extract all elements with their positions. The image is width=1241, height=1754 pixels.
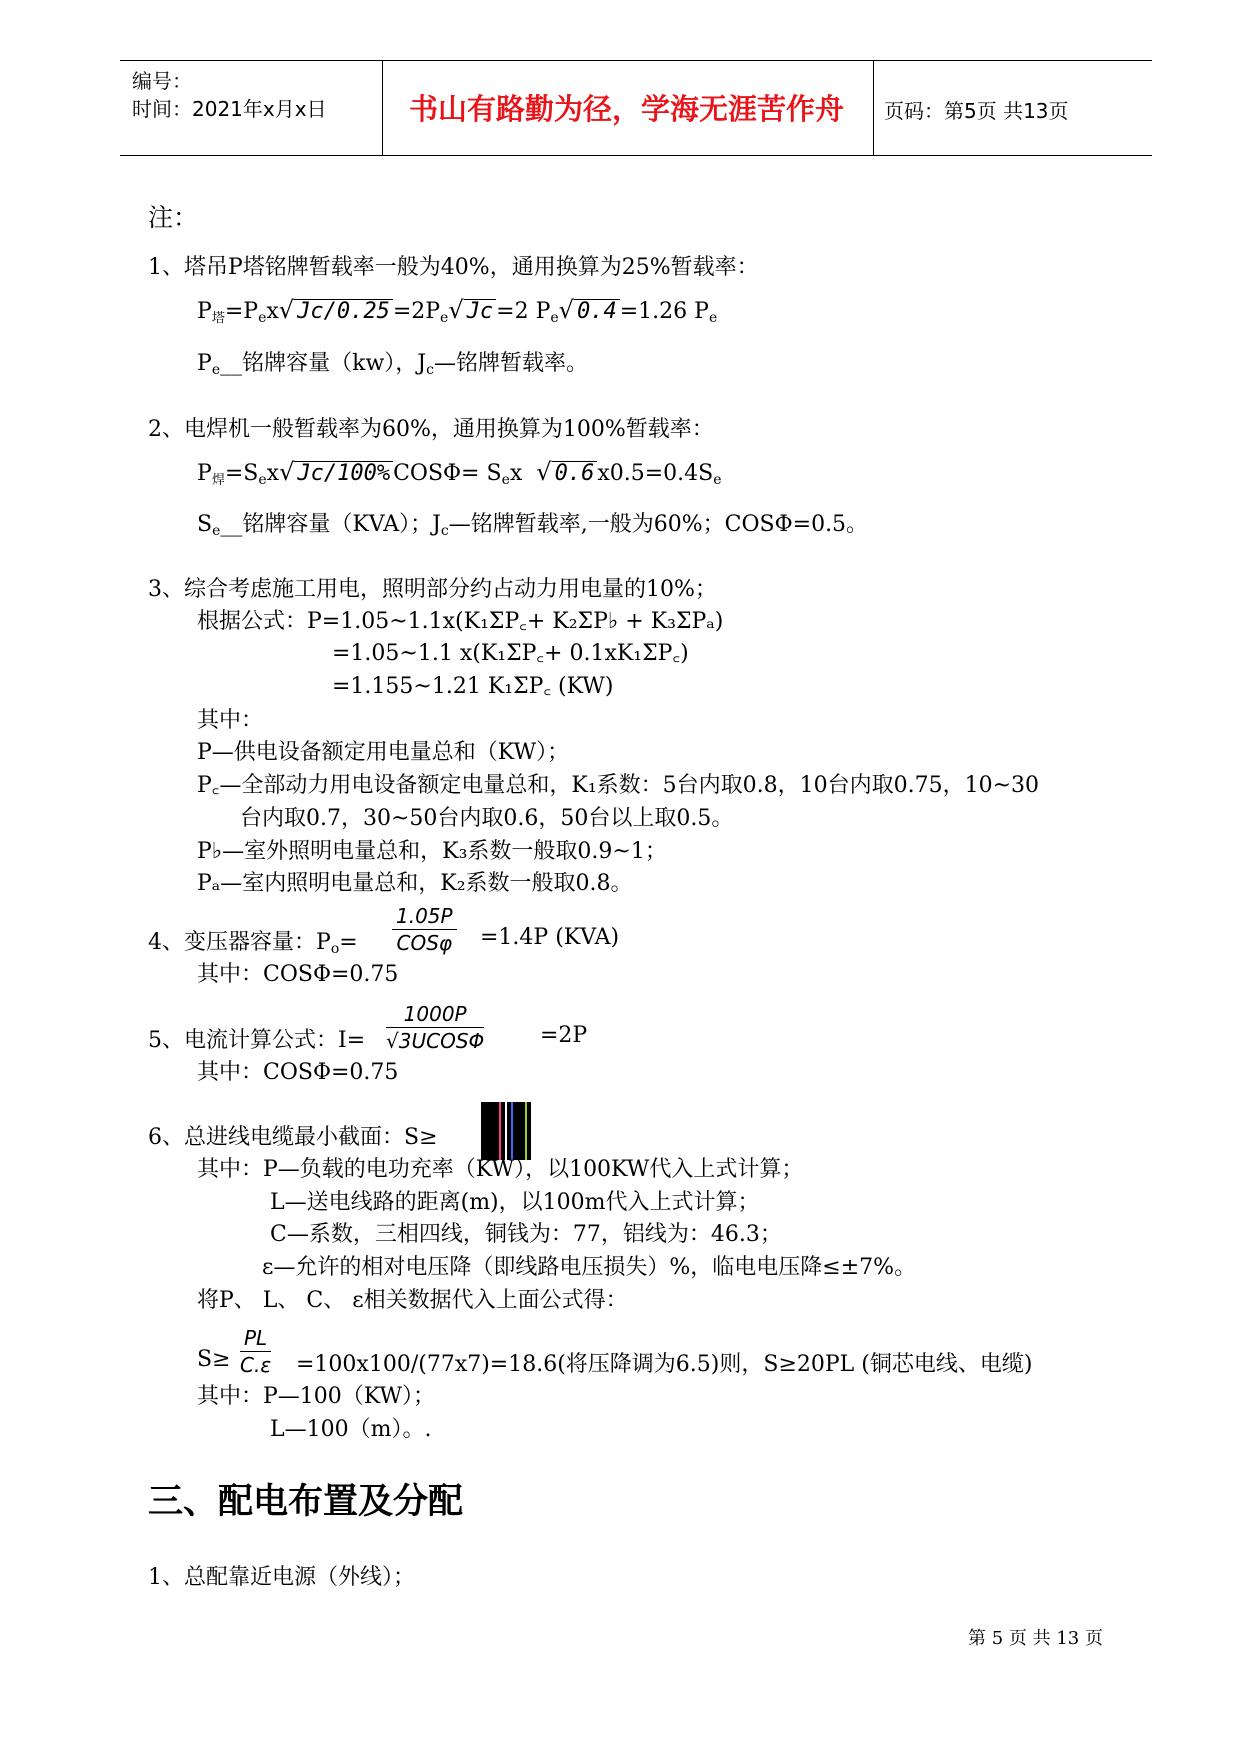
item5-fraction: [386, 1002, 484, 1053]
item4-fraction: [392, 904, 457, 955]
item4-title-sub: o: [330, 941, 340, 957]
item6-l-val: L—100（m）。.: [270, 1417, 432, 1442]
sqrt-expression: √ 0.4: [559, 296, 620, 324]
sqrt-radicand: 0.4: [574, 299, 620, 324]
item6-sub-line: 将P、 L、 C、 ε相关数据代入上面公式得：: [197, 1288, 628, 1313]
header-center: [382, 61, 874, 155]
section3-heading: 三、配电布置及分配: [148, 1482, 464, 1522]
desc-sub: c: [426, 362, 434, 378]
sqrt-radicand: 0.6: [552, 461, 598, 486]
sqrt-expression: √ Jc/0.25: [279, 296, 393, 324]
formula-sub: e: [440, 310, 449, 326]
header-right: [872, 61, 1152, 155]
sqrt-radicand: Jc/100%: [294, 461, 393, 486]
item3-p-desc: P—供电设备额定用电量总和（KW）；: [197, 740, 570, 765]
formula-sub: 焊: [211, 473, 225, 488]
formula-part: x0.5=0.4S: [597, 461, 714, 486]
formula-part: x: [266, 299, 279, 324]
item6-c-line: C—系数，三相四线，铜钱为：77，铝线为：46.3；: [270, 1222, 782, 1247]
desc-part: P: [197, 351, 212, 376]
fraction-numerator: PL: [240, 1326, 271, 1352]
header-left: [120, 61, 382, 155]
item4-result: =1.4P (KVA): [480, 925, 620, 950]
item6-fraction: [240, 1326, 271, 1377]
formula-sub: 塔: [211, 311, 225, 326]
item2-formula: [197, 458, 722, 486]
formula-sub: e: [708, 310, 718, 326]
item3-among: 其中：: [197, 708, 264, 733]
desc-part: __铭牌容量（KVA）；J: [220, 512, 441, 537]
page-header: [120, 60, 1152, 156]
desc-part: S: [197, 512, 213, 537]
formula-part: x: [509, 461, 523, 486]
formula-sub: e: [713, 472, 722, 488]
item2-desc: [197, 507, 868, 538]
formula-part: P: [197, 461, 212, 486]
formula-part: P: [197, 299, 212, 324]
item6-title: 6、总进线电缆最小截面：S≥: [148, 1125, 438, 1150]
motto: 书山有路勤为径，学海无涯苦作舟: [409, 92, 845, 126]
item4-eq: =: [339, 930, 358, 955]
desc-part: —铭牌暂载率。: [433, 351, 588, 376]
item6-l-line: L—送电线路的距离(m)，以100m代入上式计算；: [270, 1190, 760, 1215]
item1-desc: [197, 346, 588, 377]
item3-line1: 根据公式：P=1.05~1.1x(K₁ΣP꜀+ K₂ΣP♭ + K₃ΣPₐ): [197, 609, 724, 634]
formula-part: =2 P: [496, 299, 551, 324]
item3-line2: =1.05~1.1 x(K₁ΣP꜀+ 0.1xK₁ΣP꜀): [332, 641, 689, 666]
item3-pb-desc: P♭—室外照明电量总和，K₃系数一般取0.9~1；: [197, 839, 667, 864]
item3-line3: =1.155~1.21 K₁ΣP꜀ (KW): [332, 674, 614, 699]
item3-pc-desc-1: P꜀—全部动力用电设备额定电量总和，K₁系数：5台内取0.8，10台内取0.75，10~30: [197, 773, 1040, 798]
item6-p-val: 其中：P—100（KW）；: [197, 1384, 436, 1409]
sqrt-expression: √ 0.6: [536, 458, 597, 486]
sqrt-radicand: Jc: [464, 299, 497, 324]
fraction-denominator: √3UCOSΦ: [386, 1029, 485, 1053]
desc-sub: e: [212, 523, 221, 539]
formula-part: =2P: [392, 299, 441, 324]
formula-sub: e: [550, 310, 559, 326]
item6-e-line: ε—允许的相对电压降（即线路电压损失）%，临电电压降≤±7%。: [262, 1255, 917, 1280]
formula-sub: e: [258, 472, 267, 488]
sqrt-radicand: Jc/0.25: [294, 299, 393, 324]
fraction-denominator: C.ε: [240, 1353, 272, 1377]
desc-sub: e: [211, 362, 221, 378]
sqrt-expression: √ Jc: [448, 296, 496, 324]
desc-sub: c: [440, 523, 449, 539]
formula-part: =P: [224, 299, 259, 324]
formula-part: x: [266, 461, 280, 486]
item6-p-line: 其中：P—负载的电功充率（KW），以100KW代入上式计算；: [197, 1157, 804, 1182]
formula-part: =1.26 P: [619, 299, 709, 324]
formula-part: COSΦ= S: [393, 461, 502, 486]
sqrt-expression: √ Jc/100%: [279, 458, 393, 486]
formula-sub: e: [258, 310, 267, 326]
item6-s-lead: S≥: [197, 1347, 231, 1372]
number-label: 编号：: [132, 69, 192, 93]
note-title: 注：: [148, 203, 199, 232]
formula-part: =S: [224, 461, 259, 486]
desc-part: __铭牌容量（kw），J: [220, 351, 427, 376]
formula-sub: e: [501, 472, 510, 488]
item5-result: =2P: [540, 1023, 588, 1048]
item5-note: 其中：COSΦ=0.75: [197, 1060, 399, 1085]
time-label: 时间：2021年x月x日: [132, 97, 327, 121]
item5-title: 5、电流计算公式：I=: [148, 1028, 366, 1053]
item1-title: 1、塔吊P塔铭牌暂载率一般为40%，通用换算为25%暂载率：: [148, 255, 759, 280]
item2-title: 2、电焊机一般暂载率为60%，通用换算为100%暂载率：: [148, 417, 714, 442]
item3-pa-desc: Pₐ—室内照明电量总和，K₂系数一般取0.8。: [197, 871, 633, 896]
section3-item1: 1、总配靠近电源（外线）；: [148, 1565, 415, 1590]
item3-title: 3、综合考虑施工用电，照明部分约占动力用电量的10%；: [148, 577, 717, 602]
item4-title: [148, 925, 358, 956]
item4-title-text: 4、变压器容量：P: [148, 930, 331, 955]
item4-note: 其中：COSΦ=0.75: [197, 962, 399, 987]
page-footer: 第 5 页 共 13 页: [968, 1628, 1103, 1649]
fraction-numerator: 1000P: [386, 1002, 484, 1028]
fraction-denominator: COSφ: [396, 931, 453, 955]
desc-part: —铭牌暂载率,一般为60%；COSΦ=0.5。: [448, 512, 869, 537]
fraction-numerator: 1.05P: [392, 904, 457, 930]
item3-pc-desc-2: 台内取0.7，30~50台内取0.6，50台以上取0.5。: [240, 806, 734, 831]
item1-formula: [197, 296, 717, 324]
page-code: 页码：第5页 共13页: [884, 99, 1069, 123]
item6-s-result: =100x100/(77x7)=18.6(将压降调为6.5)则，S≥20PL (铜芯电线、电缆): [296, 1352, 1033, 1377]
